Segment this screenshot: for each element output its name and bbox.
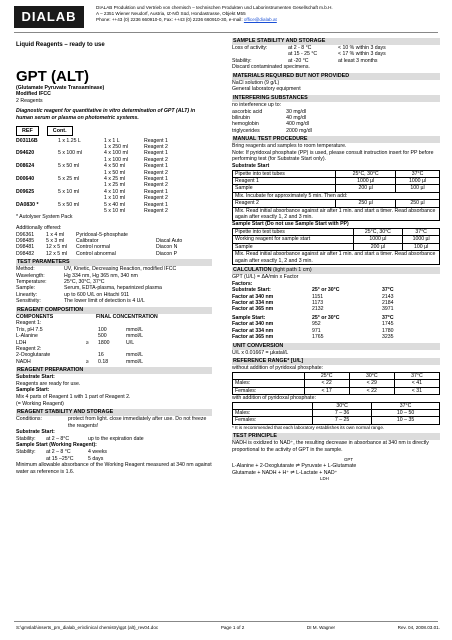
table-cell: mmol/L xyxy=(126,358,144,365)
table-cell: Reagent 2 xyxy=(144,182,168,189)
table-cell: 37°C xyxy=(396,170,440,177)
table-cell: Sample: xyxy=(16,285,36,292)
table-cell: 1 x 100 ml xyxy=(104,156,128,163)
table-row xyxy=(233,387,440,394)
table-cell: 25° or 30°C xyxy=(312,314,340,321)
table-cell: DA0830 * xyxy=(16,201,39,208)
table-note: Mix. Read initial absorbance against air after 1 min. and start a timer. Read absorbance again after exactly 1, 2 and 3 min. xyxy=(233,207,440,221)
table-cell: Method: xyxy=(16,266,35,273)
table-cell: 4 x 50 ml xyxy=(104,163,126,170)
table-cell: 100 µl xyxy=(396,185,440,192)
table-cell xyxy=(233,402,313,409)
table-cell: < 29 xyxy=(349,380,394,387)
cont-symbol: Cont. xyxy=(47,126,73,136)
table-cell: 0.18 xyxy=(98,358,109,365)
table-cell: 5 x 50 ml xyxy=(58,163,80,170)
table-cell: Diacon P xyxy=(156,250,178,257)
table-row xyxy=(233,170,440,177)
table-cell: 25°C, 30°C xyxy=(353,229,403,236)
table-cell: 1 x 4 ml xyxy=(46,231,65,238)
table-cell: 2143 xyxy=(382,293,394,300)
table-cell: 2000 mg/dl xyxy=(286,127,312,134)
table-cell: bilirubin xyxy=(232,115,250,121)
footer-divider xyxy=(14,621,438,622)
table-cell: < 17 % within 3 days xyxy=(338,51,386,58)
table-cell: 1000 µl xyxy=(403,236,440,243)
equation-1: L-Alanine + 2-Oxoglutarate ⇌ Pyruvate + L-Glutamate xyxy=(232,463,357,470)
table-row xyxy=(233,417,440,424)
table-cell: 4 x 25 ml xyxy=(104,176,126,182)
table-cell: 1173 xyxy=(312,300,324,307)
table-cell: 25°C xyxy=(304,372,349,379)
table-cell: UV, Kinetic, Decreasing Reaction, modified IFCC xyxy=(64,266,177,273)
company-header: DIALAB Produktion und Vertrieb von chemisch – technischen Produkten und Laborinstrumenten Gesellschaft m.b.H. A – 2351 Wiener Neudorf, Austria, IZ-NÖ Süd, Hondastrasse, Objekt M55 Phone: ++43 (0) 2236 660910-0, Fax: ++43 (0) 2236 660910-30, e-mail: office@dialab.at xyxy=(96,5,333,22)
table-row xyxy=(233,236,440,243)
table-cell: 5 x 10 ml xyxy=(104,208,126,215)
table-cell: up to 600 U/L on Hitachi 911 xyxy=(64,291,130,298)
table-cell: 16 xyxy=(98,352,104,359)
table-cell: Factor at 340 nm xyxy=(232,321,274,328)
table-cell: 5 x 25 ml xyxy=(58,176,80,182)
table-cell: Control normal xyxy=(76,244,111,251)
section-unit-conversion: UNIT CONVERSION xyxy=(232,343,440,350)
table-cell: 1000 µl xyxy=(396,178,440,185)
header-divider xyxy=(14,32,438,33)
table-cell: D98485 xyxy=(16,238,35,245)
table-row xyxy=(233,372,440,379)
table-cell: Loss of activity: xyxy=(232,45,268,51)
table-cell: mmol/L xyxy=(126,352,144,359)
table-cell: triglycerides xyxy=(232,127,260,134)
sample-start-table xyxy=(232,228,440,265)
table-cell: ascorbic acid xyxy=(232,108,263,115)
table-cell: Reagent 2 xyxy=(144,208,168,215)
section-materials: MATERIALS REQUIRED BUT NOT PROVIDED xyxy=(232,73,440,80)
sample-stability-table xyxy=(232,45,440,64)
table-cell: 1800 xyxy=(98,339,110,346)
table-cell: < 22 xyxy=(304,380,349,387)
section-preparation: REAGENT PREPARATION xyxy=(16,367,212,374)
table-cell: < 31 xyxy=(394,387,439,394)
table-cell: 4 x 100 ml xyxy=(104,150,128,157)
table-cell: Sample xyxy=(233,243,354,250)
email-link[interactable]: office@dialab.at xyxy=(243,17,277,22)
section-test-parameters: TEST PARAMETERS xyxy=(16,259,212,266)
table-cell xyxy=(233,372,305,379)
table-cell: at least 3 months xyxy=(338,57,378,64)
table-cell: 37°C xyxy=(372,402,440,409)
section-interfering: INTERFERING SUBSTANCES xyxy=(232,95,440,102)
table-cell: Factor at 365 nm xyxy=(232,306,274,313)
table-cell: 1 x 1 L xyxy=(104,137,120,144)
table-cell: U/L xyxy=(126,339,135,346)
table-cell: 5 x 10 ml xyxy=(58,188,80,195)
table-cell: Reagent 1 xyxy=(233,178,336,185)
table-cell: LDH xyxy=(16,339,27,346)
table-row xyxy=(232,306,440,312)
table-cell: 7 – 25 xyxy=(313,417,372,424)
table-cell: Tris, pH 7.5 xyxy=(16,326,43,333)
table-cell: Reagent 1 xyxy=(144,137,168,144)
table-cell: 30°C xyxy=(349,372,394,379)
doc-subtitle: Liquid Reagents – ready to use xyxy=(16,42,105,48)
table-cell: 3971 xyxy=(382,306,394,313)
table-cell: Factor at 340 nm xyxy=(232,293,274,300)
table-note: Mix. Incubate for approximately 5 min. Then add: xyxy=(233,192,440,199)
table-cell: Reagent 1 xyxy=(144,176,168,182)
table-cell: The lower limit of detection is 4 U/L xyxy=(64,298,145,305)
table-cell: 5 x 40 ml xyxy=(104,201,126,208)
table-cell: Serum, EDTA-plasma, heparinized plasma xyxy=(64,285,162,292)
table-cell: Pipette into test tubes xyxy=(233,170,336,177)
table-cell: < 41 xyxy=(394,380,439,387)
reference-table-2 xyxy=(232,402,440,425)
table-cell: Reagent 2: xyxy=(16,345,42,352)
intended-use: Diagnostic reagent for quantitative in vitro determination of GPT (ALT) in human serum or plasma on photometric systems. xyxy=(16,108,196,121)
table-cell: Hg 334 nm, Hg 365 nm, 340 nm xyxy=(64,272,138,279)
section-manual-procedure: MANUAL TEST PROCEDURE xyxy=(232,136,440,143)
table-cell: Females: xyxy=(233,387,305,394)
table-cell: 1 x 50 ml xyxy=(104,169,126,176)
table-cell: Temperature: xyxy=(16,279,47,286)
right-column: SAMPLE STABILITY AND STORAGE Loss of activity: at 2 - 8 °C < 10 % within 3 days at 15 - 25 °C < 17 % within 3 days Stability: at -20 °C at least 3 months Discard contaminated specimens. MATERIALS REQUIRED BUT NOT PROVIDED NaCl solution (9 g/L) General laboratory equipment INTERFERING SUBSTANCES no interference up to: ascorbic acid 30 mg/dl bilirubin 40 mg/dl hemoglobin 400 mg/dl triglycerides 2000 mg/dl MANUAL TEST PROCEDURE Bring reagents and samples to room temperature. Note: If pyridoxal phosphate (PP) is used, please consult instruction insert for PP before performing test (for Substrate Start only). Substrate Start Pipette into test tubes 25°C, 30°C 37°C Reagent 1 1000 µl 1000 µl Sample 200 µl 100 µl Mix. Incubate for approximately 5 min. Then add: Reagent 2 250 µl 250 µl Mix. Read initial absorbance against air after 1 min. and start a timer. Read absorbance again after exactly 1, 2 and 3 min. Sample Start (Do not use Sample Start with PP) Pipette into test tubes 25°C, 30°C 37°C Working reagent for sample start 1000 µl 1000 µl Sample 200 µl 100 µl Mix. Read initial absorbance against air after 1 min. and start a timer. Read absorbance again after exactly 1, 2 and 3 min. CALCULATION (light path 1 cm) GPT (U/L) = ΔA/min x Factor Factors: Substrate Start: 25° or 30°C 37°C Factor at 340 nm 1151 2143 Factor at 334 nm 1173 2184 Factor at 365 nm 2132 3971 Sample Start: 25° or 30°C 37°C Factor at 340 nm 952 1745 Factor at 334 nm 971 1780 Factor at 365 nm 1765 3235 UNIT CONVERSION U/L x 0.01667 = µkatal/L REFERENCE RANGE* [U/L] without addition of pyridoxal phosphate: 25°C 30°C 37°C Males: < 22 < 29 < 41 Females: < 17 < 22 < 31 with addition of pyridoxal phosphate: 30°C 37°C Males: 7 – 36 10 – 50 Females: 7 – 25 10 – 35 * It is recommended that each laboratory establishes its own normal range. TEST PRINCIPLE NADH is oxidized to NAD⁺, the resulting decrease in absorbance at 340 nm is directly proportional to the activity of GPT in the sample. GPT L-Alanine + 2-Oxoglutarate ⇌ Pyruvate + L-Glutamate Glutamate + NADH + H⁺ ⇌ L-Lactate + NAD⁺ LDH xyxy=(232,36,440,483)
test-parameters-table xyxy=(16,266,212,304)
table-cell: 971 xyxy=(312,327,321,334)
table-cell: 500 xyxy=(98,333,107,340)
table-cell: D98482 xyxy=(16,250,35,257)
table-cell: mmol/L xyxy=(126,326,144,333)
table-cell: ≥ xyxy=(86,339,89,346)
table-row xyxy=(16,359,212,365)
table-cell: D09625 xyxy=(16,188,35,195)
table-cell: 1 x 1.25 L xyxy=(58,137,81,144)
table-cell: Reagent 2 xyxy=(144,156,168,163)
table-cell: mmol/L xyxy=(126,333,144,340)
table-cell: 250 µl xyxy=(396,200,440,207)
table-cell: < 22 xyxy=(349,387,394,394)
table-cell: at 2 - 8 °C xyxy=(288,45,312,51)
table-cell: 1 x 25 ml xyxy=(104,182,126,189)
reference-table-1 xyxy=(232,372,440,395)
table-cell: Sensitivity: xyxy=(16,298,41,305)
section-calculation: CALCULATION (light path 1 cm) xyxy=(232,267,440,274)
table-cell: 1 x 250 ml xyxy=(104,143,128,150)
section-composition: REAGENT COMPOSITION xyxy=(16,307,212,314)
table-cell: 12 x 5 ml xyxy=(46,250,68,257)
table-cell: 10 – 50 xyxy=(372,409,440,416)
footer: S:\gmslab\inserts_pm_dialab_en\clinical chemistry\gpt (alt)_rev04.doc Page 1 of 2 DI M. Wagner Rev. 04, 2008.03.01. xyxy=(16,625,440,630)
table-cell: 1151 xyxy=(312,293,324,300)
table-row xyxy=(233,185,440,192)
ref-symbol: REF xyxy=(16,126,39,136)
table-cell: Factor at 334 nm xyxy=(232,327,274,334)
dialab-logo: DIALAB xyxy=(14,6,84,28)
table-cell: 10 – 35 xyxy=(372,417,440,424)
table-cell: 40 mg/dl xyxy=(286,115,307,121)
table-cell: Males: xyxy=(233,409,313,416)
table-cell: 1745 xyxy=(382,321,394,328)
table-cell: Pipette into test tubes xyxy=(233,229,354,236)
table-cell: 3235 xyxy=(382,334,394,341)
table-cell: ≥ xyxy=(86,358,89,365)
table-cell: Working reagent for sample start xyxy=(233,236,354,243)
table-row xyxy=(233,409,440,416)
table-row xyxy=(233,178,440,185)
table-cell: 5 x 50 ml xyxy=(58,201,80,208)
table-cell: at -20 °C xyxy=(288,57,309,64)
table-cell: Reagent 1 xyxy=(144,150,168,157)
ref-table xyxy=(16,138,212,215)
table-cell: D03116B xyxy=(16,137,38,144)
interfering-table xyxy=(232,109,332,135)
table-cell: 952 xyxy=(312,321,321,328)
section-test-principle: TEST PRINCIPLE xyxy=(232,433,440,440)
table-cell: 200 µl xyxy=(353,243,403,250)
table-cell: 1765 xyxy=(312,334,324,341)
table-cell: Sample Start: xyxy=(232,314,266,321)
table-cell: 37°C xyxy=(382,287,394,294)
table-cell: Control abnormal xyxy=(76,250,116,257)
section-sample-stability: SAMPLE STABILITY AND STORAGE xyxy=(232,38,440,45)
table-cell: Substrate Start: xyxy=(232,287,271,294)
table-cell: 37°C xyxy=(403,229,440,236)
table-cell: Factor at 334 nm xyxy=(232,300,274,307)
equation-2: Glutamate + NADH + H⁺ ⇌ L-Lactate + NAD⁺ xyxy=(232,469,338,476)
table-cell: 1000 µl xyxy=(336,178,396,185)
table-row xyxy=(16,251,212,257)
table-cell: 25°C, 30°C xyxy=(336,170,396,177)
table-cell: D98481 xyxy=(16,244,35,251)
left-column: Liquid Reagents – ready to use GPT (ALT) (Glutamate Pyruvate Transaminase) Modified IFCC 2 Reagents Diagnostic reagent for quantitative in vitro determination of GPT (ALT) in human serum or plasma on photometric systems. REF Cont. D03116B 1 x 1.25 L 1 x 1 L Reagent 1 1 x 250 ml Reagent 2 D94620 5 x 100 ml 4 x 100 ml Reagent 1 1 x 100 ml Reagent 2 D08624 5 x 50 ml 4 x 50 ml Reagent 1 1 x 50 ml Reagent 2 D00640 5 x 25 ml 4 x 25 ml Reagent 1 1 x 25 ml Reagent 2 D09625 5 x 10 ml 4 x 10 ml Reagent 1 1 x 10 ml Reagent 2 DA0830 * 5 x 50 ml 5 x 40 ml Reagent 1 5 x 10 ml Reagent 2 * Autolyser System Pack Additionally offered: D96361 1 x 4 ml Pyridoxal-5-phosphate D98485 5 x 3 ml Calibrator Diacal Auto D98481 12 x 5 ml Control normal Diacon N D98482 12 x 5 ml Control abnormal Diacon P TEST PARAMETERS Method: UV, Kinetic, Decreasing Reaction, modified IFCC Wavelength: Hg 334 nm, Hg 365 nm, 340 nm Temperature: 25°C, 30°C, 37°C Sample: Serum, EDTA-plasma, heparinized plasma Linearity: up to 600 U/L on Hitachi 911 Sensitivity: The lower limit of detection is 4 U/L REAGENT COMPOSITION COMPONENTS FINAL CONCENTRATION Reagent 1: Tris, pH 7.5 100 mmol/L L-Alanine 500 mmol/L LDH ≥ 1800 U/L Reagent 2: 2-Oxoglutarate 16 mmol/L NADH ≥ 0.18 mmol/L REAGENT PREPARATION Substrate Start: Reagents are ready for use. Sample Start: Mix 4 parts of Reagent 1 with 1 part of Reagent 2. (= Working Reagent) REAGENT STABILITY AND STORAGE Conditions: protect from light. close immediately after use. Do not freeze the reagents! Substrate Start: Stability: at 2 – 8°C up to the expiration date Sample Start (Working Reagent): Stability: at 2 – 8 °C 4 weeks at 15 –25°C 5 days Minimum allowable absorbance of the Working Reagent measured at 340 nm against water as reference is 1.6. xyxy=(16,42,212,475)
table-cell: Reagent 1 xyxy=(144,163,168,170)
table-cell: 1000 µl xyxy=(353,236,403,243)
table-cell: D00640 xyxy=(16,176,35,182)
section-reference-range: REFERENCE RANGE* [U/L] xyxy=(232,358,440,365)
table-row xyxy=(16,298,212,304)
table-cell: NADH xyxy=(16,358,31,365)
table-cell: Reagent 2 xyxy=(233,200,336,207)
table-cell: Factor at 365 nm xyxy=(232,334,274,341)
table-cell: hemoglobin xyxy=(232,121,259,128)
table-cell: D96361 xyxy=(16,231,35,238)
table-cell: Pyridoxal-5-phosphate xyxy=(76,231,128,238)
table-cell: 12 x 5 ml xyxy=(46,244,68,251)
table-cell: Reagent 2 xyxy=(144,195,168,202)
substrate-start-table xyxy=(232,170,440,222)
table-cell: Diacon N xyxy=(156,244,178,251)
table-row xyxy=(233,380,440,387)
table-cell: Calibrator xyxy=(76,238,99,245)
table-cell: at 15 - 25 °C xyxy=(288,51,318,58)
table-cell: 100 µl xyxy=(403,243,440,250)
table-row xyxy=(233,402,440,409)
table-cell: 2132 xyxy=(312,306,324,313)
table-cell: 5 x 100 ml xyxy=(58,150,82,157)
table-cell: 1780 xyxy=(382,327,394,334)
table-cell: Females: xyxy=(233,417,313,424)
table-cell: 2-Oxoglutarate xyxy=(16,352,51,359)
table-cell: Reagent 1 xyxy=(144,201,168,208)
table-cell: 2184 xyxy=(382,300,394,307)
table-cell: Reagent 1 xyxy=(144,188,168,195)
table-cell: 30 mg/dl xyxy=(286,108,307,115)
factor-table-substrate xyxy=(232,287,440,313)
table-cell: 400 mg/dl xyxy=(286,121,309,128)
table-cell: Stability: xyxy=(232,57,252,64)
table-cell: 100 xyxy=(98,326,107,333)
composition-table xyxy=(16,320,212,365)
table-cell: < 10 % within 3 days xyxy=(338,45,386,51)
table-row xyxy=(232,128,332,134)
table-cell: Diacal Auto xyxy=(156,238,183,245)
table-cell: Linearity: xyxy=(16,291,38,298)
table-cell: 25° or 30°C xyxy=(312,287,340,294)
table-row xyxy=(233,229,440,236)
table-cell: 1 x 10 ml xyxy=(104,195,126,202)
table-cell: < 17 xyxy=(304,387,349,394)
table-cell: Reagent 2 xyxy=(144,143,168,150)
table-cell: 37°C xyxy=(382,314,394,321)
table-cell: 250 µl xyxy=(336,200,396,207)
table-row xyxy=(233,243,440,250)
table-cell: D94620 xyxy=(16,150,35,157)
additional-table xyxy=(16,232,212,258)
table-cell: Wavelength: xyxy=(16,272,45,279)
table-cell: Reagent 2 xyxy=(144,169,168,176)
table-cell: 4 x 10 ml xyxy=(104,188,126,195)
table-cell: 7 – 36 xyxy=(313,409,372,416)
table-cell: 200 µl xyxy=(336,185,396,192)
table-cell: 25°C, 30°C, 37°C xyxy=(64,279,105,286)
table-cell: 37°C xyxy=(394,372,439,379)
factor-table-sample xyxy=(232,315,440,341)
table-row xyxy=(232,334,440,340)
table-cell: Males: xyxy=(233,380,305,387)
table-cell: 5 x 3 ml xyxy=(46,238,65,245)
section-stability: REAGENT STABILITY AND STORAGE xyxy=(16,409,212,416)
table-cell: D08624 xyxy=(16,163,35,170)
table-note: Mix. Read initial absorbance against air after 1 min. and start a timer. Read absorbance again after exactly 1, 2 and 3 min. xyxy=(233,251,440,265)
doc-title: GPT (ALT) xyxy=(16,67,90,85)
table-cell: Reagent 1: xyxy=(16,320,42,327)
table-cell: L-Alanine xyxy=(16,333,38,340)
table-cell: 30°C xyxy=(313,402,372,409)
table-cell: Sample xyxy=(233,185,336,192)
